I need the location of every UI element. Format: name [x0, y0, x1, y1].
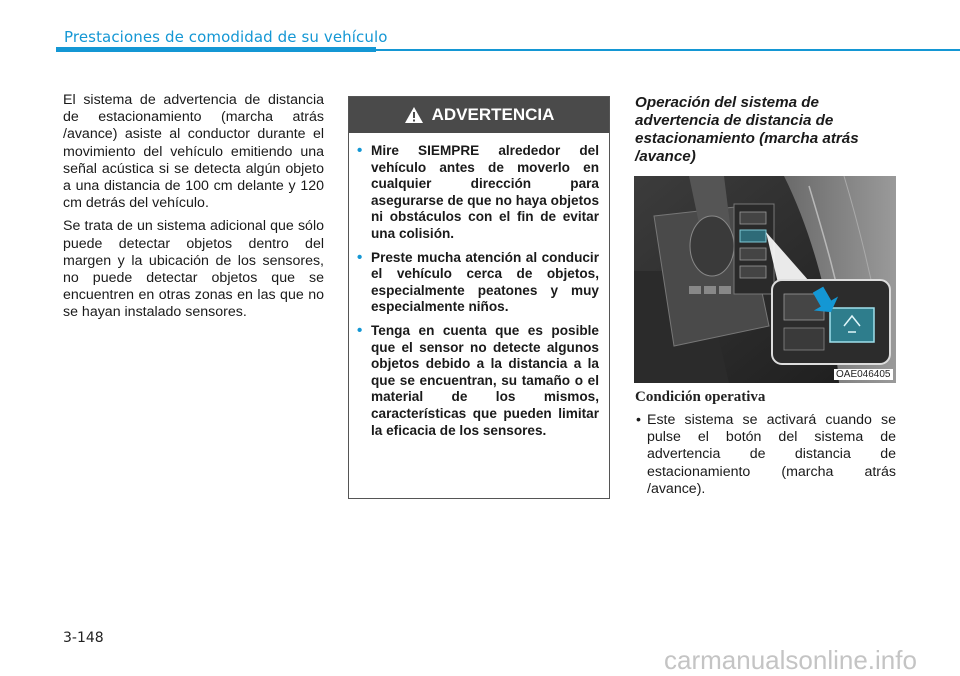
bullet-icon: • — [357, 248, 363, 266]
image-code: OAE046405 — [836, 369, 891, 380]
warning-item-text: Mire SIEMPRE alrededor del vehículo antes de moverlo en cualquier dirección para asegurarse de que no haya objetos ni obstáculos con el fin de evitar una colisión. — [371, 143, 599, 241]
condition-title: Condición operativa — [635, 389, 766, 405]
bullet-icon: • — [357, 321, 363, 339]
warning-item — [357, 323, 599, 439]
intro-paragraph: El sistema de advertencia de distancia de estacionamiento (marcha atrás /avance) asiste al conductor durante el movimiento del vehículo emitiendo una señal acústica si se detecta algún objeto a una distancia de 100 cm delante y 120 cm detrás del vehículo. — [63, 92, 324, 212]
warning-item-text: Preste mucha atención al conducir el vehículo cerca de objetos, especialmente peatones y muy especialmente niños. — [371, 249, 599, 315]
warning-header — [349, 97, 609, 133]
watermark: carmanualsonline.info — [664, 645, 917, 675]
warning-title: ADVERTENCIA — [431, 105, 555, 124]
condition-text: Este sistema se activará cuando se pulse el botón del sistema de advertencia de distancia de estacionamiento (marcha atrás /avance). — [647, 412, 896, 497]
warning-item — [357, 143, 599, 243]
header-rule — [376, 49, 960, 51]
header-bar — [56, 47, 376, 52]
bullet-icon: • — [357, 142, 363, 159]
page-header-title: Prestaciones de comodidad de su vehículo — [64, 28, 388, 46]
page-number: 3-148 — [63, 630, 104, 646]
console-photo — [634, 176, 896, 383]
warning-item-text: Tenga en cuenta que es posible que el sensor no detecte algunos objetos debido a la distancia a la que se encuentran, su tamaño o el material de los mismos, características que pueden limitar la eficacia de los sensores. — [371, 322, 599, 438]
bullet-icon: • — [636, 412, 641, 428]
warning-item — [357, 250, 599, 316]
warning-list — [349, 133, 609, 439]
section-title: Operación del sistema de advertencia de distancia de estacionamiento (marcha atrás /avance) — [635, 94, 859, 165]
warning-triangle-icon — [404, 106, 424, 124]
intro-column — [63, 92, 324, 328]
warning-box — [348, 96, 610, 499]
condition-item — [636, 412, 896, 498]
intro-paragraph: Se trata de un sistema adicional que sólo puede detectar objetos dentro del margen y la ubicación de los sensores, no puede detectar objetos que se encuentren en otras zonas en las que no se hayan instalado sensores. — [63, 218, 324, 321]
